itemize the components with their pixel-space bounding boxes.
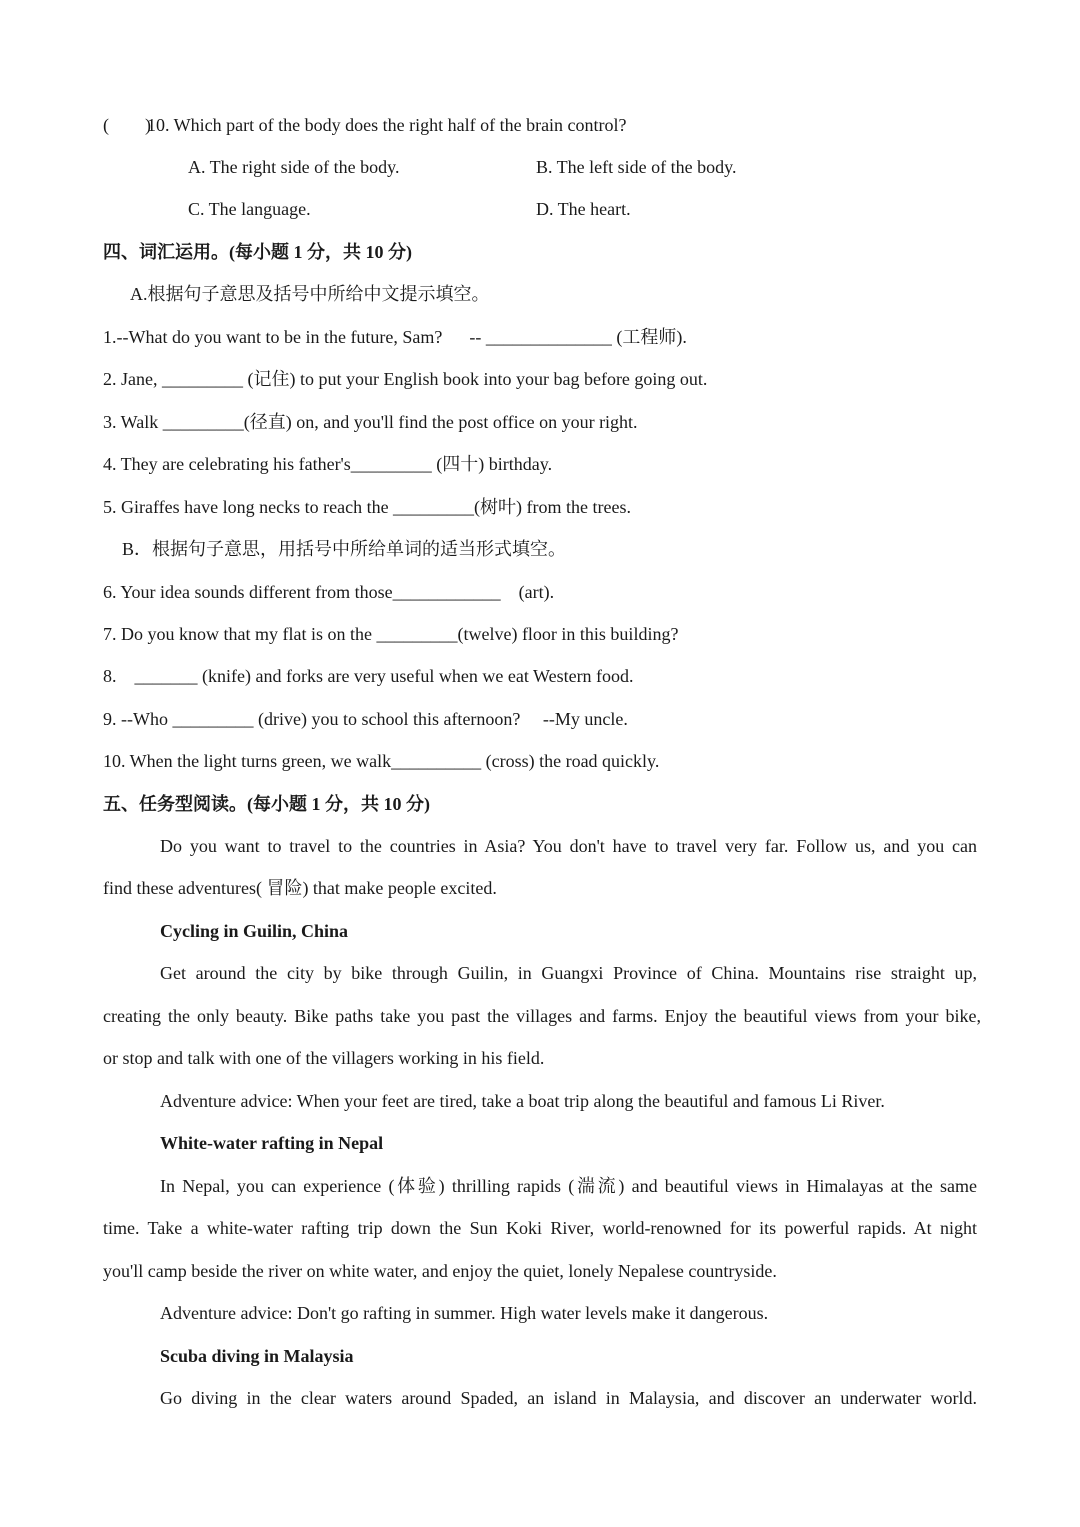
part-a-item-5: 5. Giraffes have long necks to reach the _________(树叶) from the trees. <box>103 497 632 517</box>
guilin-title: Cycling in Guilin, China <box>160 921 349 941</box>
guilin-advice: Adventure advice: When your feet are tired, take a boat trip along the beautiful and famous Li River. <box>160 1091 885 1111</box>
part-a-item-4: 4. They are celebrating his father's_________ (四十) birthday. <box>103 454 553 474</box>
part-a-title: A.根据句子意思及括号中所给中文提示填空。 <box>130 284 490 304</box>
intro-line-1: Do you want to travel to the countries in Asia? You don't have to travel very far. Follow us, and you can <box>160 836 977 856</box>
q10-option-b: B. The left side of the body. <box>536 157 737 177</box>
q10-option-c: C. The language. <box>188 199 311 219</box>
section4-heading: 四、词汇运用。(每小题 1 分，共 10 分) <box>103 242 412 262</box>
nepal-advice: Adventure advice: Don't go rafting in summer. High water levels make it dangerous. <box>160 1303 769 1323</box>
q10-option-d: D. The heart. <box>536 199 631 219</box>
guilin-line-1: Get around the city by bike through Guilin, in Guangxi Province of China. Mountains rise straight up, <box>160 963 977 983</box>
guilin-line-3: or stop and talk with one of the villagers working in his field. <box>103 1048 545 1068</box>
part-b-item-8: 8. _______ (knife) and forks are very useful when we eat Western food. <box>103 666 634 686</box>
intro-line-2: find these adventures( 冒险) that make people excited. <box>103 878 497 898</box>
part-b-title: B．根据句子意思，用括号中所给单词的适当形式填空。 <box>122 539 567 559</box>
nepal-line-3: you'll camp beside the river on white water, and enjoy the quiet, lonely Nepalese countryside. <box>103 1261 777 1281</box>
malaysia-title: Scuba diving in Malaysia <box>160 1346 354 1366</box>
q10-stem: 10. Which part of the body does the right half of the brain control? <box>147 115 627 135</box>
part-a-item-3: 3. Walk _________(径直) on, and you'll find the post office on your right. <box>103 412 638 432</box>
part-b-item-7: 7. Do you know that my flat is on the _________(twelve) floor in this building? <box>103 624 679 644</box>
q10-option-a: A. The right side of the body. <box>188 157 400 177</box>
nepal-line-2: time. Take a white-water rafting trip down the Sun Koki River, world-renowned for its powerful rapids. At night <box>103 1218 977 1238</box>
malaysia-line-1: Go diving in the clear waters around Spaded, an island in Malaysia, and discover an underwater world. <box>160 1388 977 1408</box>
nepal-line-1: In Nepal, you can experience (体验) thrilling rapids (湍流) and beautiful views in Himalayas at the same <box>160 1176 977 1196</box>
part-b-item-6: 6. Your idea sounds different from those____________ (art). <box>103 582 555 602</box>
guilin-line-2: creating the only beauty. Bike paths take you past the villages and farms. Enjoy the beautiful views from your bike, <box>103 1006 981 1026</box>
part-a-item-2: 2. Jane, _________ (记住) to put your English book into your bag before going out. <box>103 369 708 389</box>
section5-heading: 五、任务型阅读。(每小题 1 分，共 10 分) <box>103 794 430 814</box>
nepal-title: White-water rafting in Nepal <box>160 1133 384 1153</box>
q10-answer-paren: ( ) <box>103 115 151 135</box>
part-b-item-9: 9. --Who _________ (drive) you to school this afternoon? --My uncle. <box>103 709 628 729</box>
part-b-item-10: 10. When the light turns green, we walk__________ (cross) the road quickly. <box>103 751 660 771</box>
part-a-item-1: 1.--What do you want to be in the future, Sam? -- ______________ (工程师). <box>103 327 687 347</box>
